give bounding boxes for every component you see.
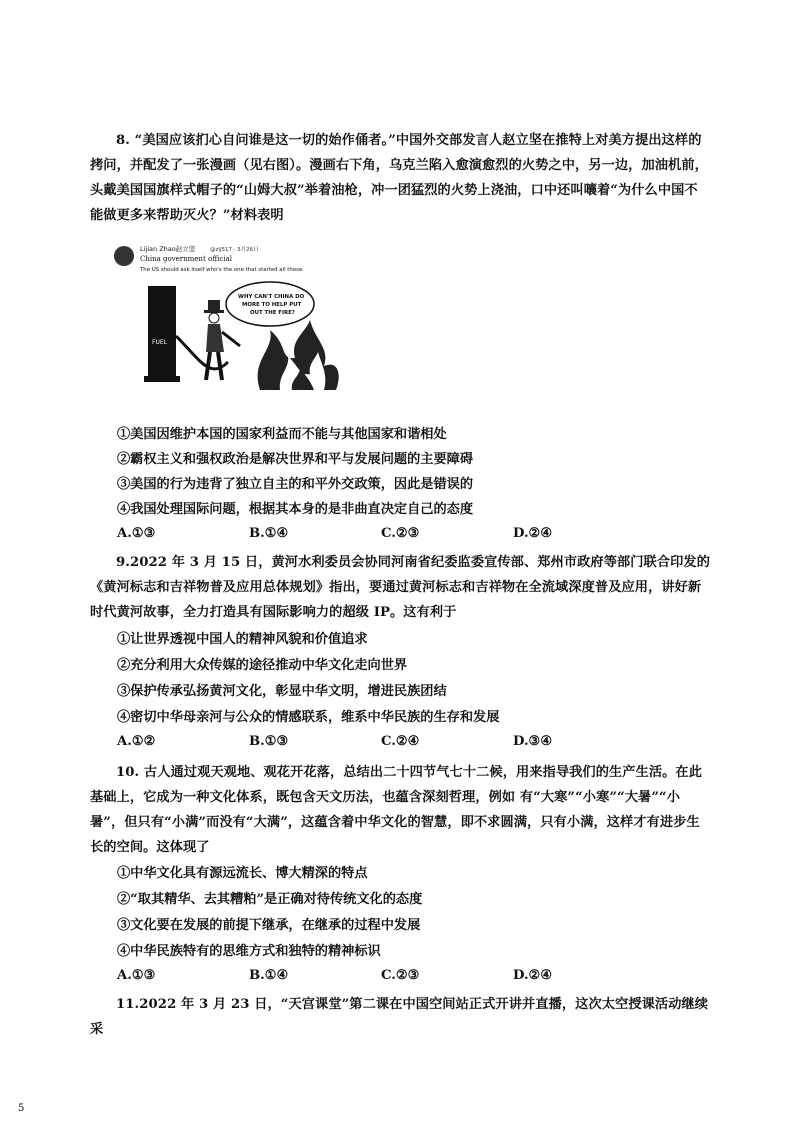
tweet-tag: China government official	[140, 255, 232, 263]
q8-stem: 8. “美国应该扪心自问谁是这一切的始作俑者。”中国外交部发言人赵立坚在推特上对美方提出这样的拷问，并配发了一张漫画（见右图）。漫画右下角，乌克兰陷入愈演愈烈的火势之中，另一边，加油机前，头戴美国国旗样式帽子的“山姆大叔”举着油枪，冲一团猛烈的火势上浇油，口中还叫嚷着“为什么中国不能做更多来帮助灭火？”材料表明	[90, 133, 708, 223]
q8-item-1: ①美国因维护本国的国家利益而不能与其他国家和谐相处	[117, 427, 447, 442]
speech-line-2: MORE TO HELP PUT	[242, 302, 302, 308]
q9-item-3: ③保护传承弘扬黄河文化，彰显中华文明，增进民族团结	[117, 684, 447, 699]
q9-option-d[interactable]: D.③④	[513, 734, 553, 749]
q8-item-4: ④我国处理国际问题，根据其本身的是非曲直决定自己的态度	[117, 502, 474, 517]
speech-line-1: WHY CAN'T CHINA DO	[238, 294, 305, 300]
q9-item-2: ②充分利用大众传媒的途径推动中华文化走向世界	[117, 658, 408, 673]
q8-option-d[interactable]: D.②④	[513, 526, 553, 541]
tweet-text: The US should ask itself who's the one that started all these.	[140, 267, 304, 273]
speech-line-3: OUT THE FIRE?	[250, 310, 295, 316]
avatar-icon	[114, 246, 134, 266]
q8-option-b[interactable]: B.①④	[249, 526, 289, 541]
q10-option-c[interactable]: C.②③	[381, 968, 420, 983]
q10-option-d[interactable]: D.②④	[513, 968, 553, 983]
q9-option-c[interactable]: C.②④	[381, 734, 420, 749]
q8-item-3: ③美国的行为违背了独立自主的和平外交政策，因此是错误的	[117, 477, 474, 492]
tweet-name: Lijian Zhao赵立坚	[140, 245, 196, 253]
uncle-sam-hat	[208, 300, 220, 310]
tweet-meta: @zlj517 · 3月26日	[210, 247, 259, 253]
q8-cartoon	[110, 240, 352, 402]
q9-option-a[interactable]: A.①②	[117, 734, 156, 749]
q10-stem: 10. 古人通过观天观地、观花开花落，总结出二十四节气七十二候，用来指导我们的生产生活。在此基础上，它成为一种文化体系，既包含天文历法，也蕴含深刻哲理，例如 有“大寒”“小寒”“大暑”“小暑”，但只有“小满”而没有“大满”，这蕴含着中华文化的智慧，即不求圆满，只有小满，这样才有进步生长的空间。这体现了	[90, 765, 703, 855]
q8-option-c[interactable]: C.②③	[381, 526, 420, 541]
page-mark: 5	[18, 1103, 25, 1114]
q9-item-1: ①让世界透视中国人的精神风貌和价值追求	[117, 632, 368, 647]
fuel-pump	[148, 286, 176, 378]
q11-stem: 11.2022 年 3 月 23 日，“天宫课堂”第二课在中国空间站正式开讲并直播，这次太空授课活动继续采	[90, 997, 709, 1037]
q10-option-b[interactable]: B.①④	[249, 968, 289, 983]
q8-item-2: ②霸权主义和强权政治是解决世界和平与发展问题的主要障碍	[117, 452, 474, 467]
q10-item-2: ②“取其精华、去其糟粕”是正确对待传统文化的态度	[117, 892, 423, 907]
q9-item-4: ④密切中华母亲河与公众的情感联系，维系中华民族的生存和发展	[117, 710, 500, 725]
q9-stem: 9.2022 年 3 月 15 日，黄河水利委员会协同河南省纪委监委宣传部、郑州市政府等部门联合印发的《黄河标志和吉祥物普及应用总体规划》指出，要通过黄河标志和吉祥物在全流域深度普及应用，讲好新时代黄河故事，全力打造具有国际影响力的超级 IP。这有利于	[90, 555, 710, 620]
q10-item-4: ④中华民族特有的思维方式和独特的精神标识	[117, 944, 381, 959]
q10-option-a[interactable]: A.①③	[117, 968, 156, 983]
q10-item-3: ③文化要在发展的前提下继承，在继承的过程中发展	[117, 918, 421, 933]
q9-option-b[interactable]: B.①③	[249, 734, 289, 749]
q8-option-a[interactable]: A.①③	[117, 526, 156, 541]
fuel-label: FUEL	[152, 339, 167, 346]
q10-item-1: ①中华文化具有源远流长、博大精深的特点	[117, 866, 368, 881]
